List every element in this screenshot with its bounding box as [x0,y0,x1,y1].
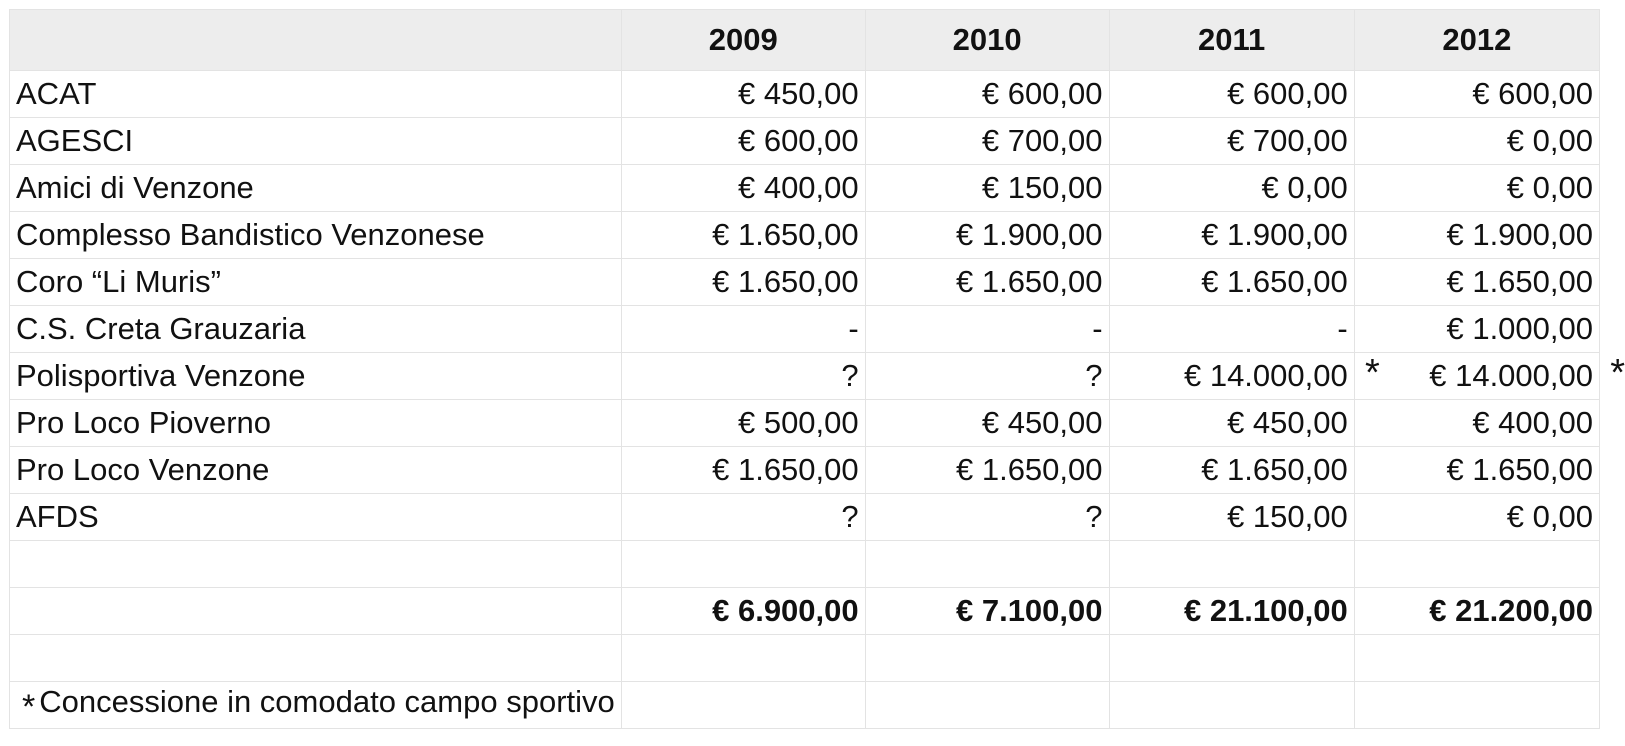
header-year-2010: 2010 [865,10,1109,71]
table-row [10,306,1600,353]
footnote [10,682,622,729]
row-name: Pro Loco Pioverno [10,400,622,447]
empty-cell [10,541,622,588]
empty-cell [10,588,622,635]
empty-cell [1354,682,1599,729]
cell-value: € 1.650,00 [1109,447,1354,494]
footnote-marker: * [1364,351,1380,394]
cell-value: ? [865,353,1109,400]
total-2010: € 7.100,00 [865,588,1109,635]
row-name: Complesso Bandistico Venzonese [10,212,622,259]
cell-value: € 1.650,00 [1354,447,1599,494]
header-year-2009: 2009 [621,10,865,71]
cell-value: € 450,00 [865,400,1109,447]
footnote-marker: * [1610,351,1625,394]
cell-value-text: € 14.000,00 [1429,358,1593,393]
cell-value-with-marker [1354,351,1625,400]
empty-row [10,635,1600,682]
empty-row [10,541,1600,588]
cell-value: - [1109,306,1354,353]
cell-value-with-marker [1109,351,1380,400]
table-row [10,400,1600,447]
row-name: Amici di Venzone [10,165,622,212]
row-name: Coro “Li Muris” [10,259,622,306]
table-row [10,212,1600,259]
row-name: Polisportiva Venzone [10,353,622,400]
cell-value: € 400,00 [621,165,865,212]
cell-value: € 700,00 [1109,118,1354,165]
table-row [10,447,1600,494]
row-name: C.S. Creta Grauzaria [10,306,622,353]
table-row [10,353,1600,400]
cell-value: € 600,00 [865,71,1109,118]
empty-cell [865,635,1109,682]
cell-value: € 150,00 [865,165,1109,212]
cell-value: € 400,00 [1354,400,1599,447]
cell-value: € 1.650,00 [1354,259,1599,306]
footnote-row [10,682,1600,729]
header-row [10,10,1600,71]
cell-value: € 500,00 [621,400,865,447]
cell-value: € 600,00 [1354,71,1599,118]
header-year-2011: 2011 [1109,10,1354,71]
cell-value: € 450,00 [621,71,865,118]
cell-value: € 450,00 [1109,400,1354,447]
row-name: AFDS [10,494,622,541]
budget-table [9,9,1625,729]
cell-value: € 0,00 [1354,165,1599,212]
cell-value: € 1.900,00 [1354,212,1599,259]
empty-cell [1354,635,1599,682]
empty-cell [621,682,865,729]
footnote-text: Concessione in comodato campo sportivo [39,683,615,719]
cell-value: € 1.900,00 [1109,212,1354,259]
cell-value: € 1.650,00 [1109,259,1354,306]
totals-row [10,588,1600,635]
cell-value: € 0,00 [1109,165,1354,212]
header-label-cell [10,10,622,71]
empty-cell [621,635,865,682]
empty-cell [10,635,622,682]
cell-value-text: € 14.000,00 [1183,358,1348,393]
cell-value: € 150,00 [1109,494,1354,541]
cell-value: € 0,00 [1354,494,1599,541]
cell-value: € 1.650,00 [621,259,865,306]
cell-value: - [865,306,1109,353]
total-2011: € 21.100,00 [1109,588,1354,635]
table-row [10,118,1600,165]
cell-value: € 600,00 [1109,71,1354,118]
cell-value: € 1.900,00 [865,212,1109,259]
table-row [10,71,1600,118]
empty-cell [865,682,1109,729]
total-2009: € 6.900,00 [621,588,865,635]
cell-value: ? [865,494,1109,541]
cell-value: ? [621,494,865,541]
header-year-2012: 2012 [1354,10,1599,71]
row-name: Pro Loco Venzone [10,447,622,494]
total-2012: € 21.200,00 [1354,588,1599,635]
empty-cell [1109,682,1354,729]
empty-cell [621,541,865,588]
empty-cell [1109,541,1354,588]
cell-value: ? [621,353,865,400]
row-name: ACAT [10,71,622,118]
cell-value: € 1.650,00 [865,259,1109,306]
table-row [10,494,1600,541]
cell-value: € 700,00 [865,118,1109,165]
cell-value: € 0,00 [1354,118,1599,165]
cell-value: € 1.650,00 [865,447,1109,494]
empty-cell [1354,541,1599,588]
cell-value: - [621,306,865,353]
footnote-marker: * [22,687,36,726]
empty-cell [865,541,1109,588]
cell-value: € 600,00 [621,118,865,165]
table-row [10,165,1600,212]
cell-value: € 1.000,00 [1354,306,1599,353]
row-name: AGESCI [10,118,622,165]
cell-value: € 1.650,00 [621,212,865,259]
empty-cell [1109,635,1354,682]
table-row [10,259,1600,306]
cell-value: € 1.650,00 [621,447,865,494]
